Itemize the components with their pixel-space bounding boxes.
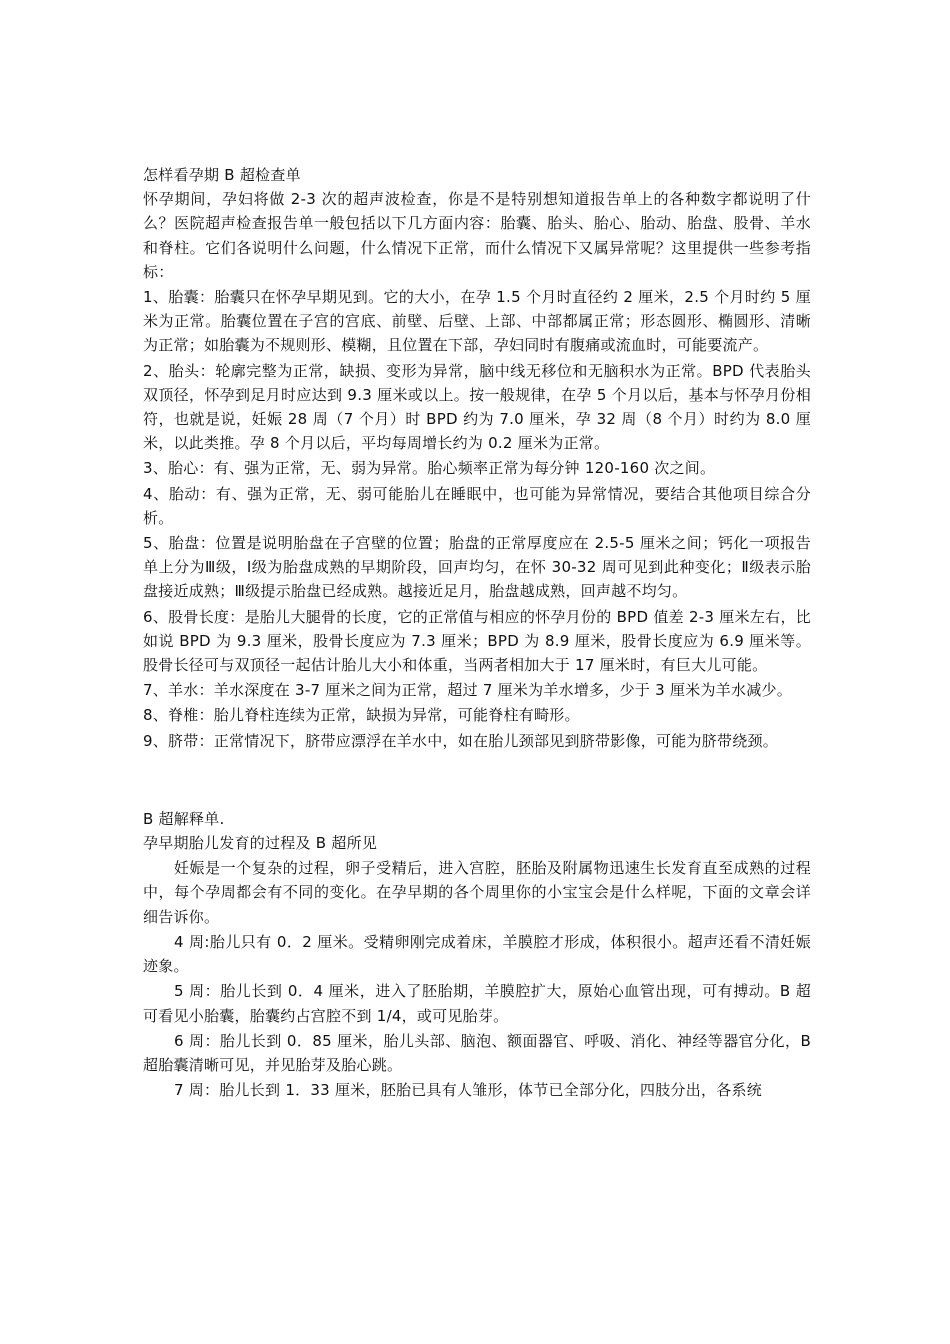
item-amniotic-fluid: 7、羊水：羊水深度在 3-7 厘米之间为正常，超过 7 厘米为羊水增多，少于 3 厘米为羊水减少。: [143, 681, 792, 700]
item-fetal-movement: 4、胎动：有、强为正常，无、弱可能胎儿在睡眠中，也可能为异常情况，要结合其他项目综合分析。: [143, 484, 811, 527]
item-umbilical-cord: 9、脐带：正常情况下，脐带应漂浮在羊水中，如在胎儿颈部见到脐带影像，可能为脐带绕颈。: [143, 731, 779, 750]
item-fetal-head: 2、胎头：轮廓完整为正常，缺损、变形为异常，脑中线无移位和无脑积水为正常。BPD 代表胎头双顶径，怀孕到足月时应达到 9.3 厘米或以上。按一般规律，在孕 5 个月以后，基本与怀孕月份相符，也就是说，妊娠 28 周（7 个月）时 BPD 约为 7.0 厘米，孕 32 周（8 个月）时约为 8.0 厘米，以此类推。孕 8 个月以后，平均每周增长约为 0.2 厘米为正常。: [143, 361, 811, 453]
week-7-paragraph: 7 周：胎儿长到 1．33 厘米，胚胎已具有人雏形，体节已全部分化，四肢分出，各系统: [174, 1081, 762, 1100]
document-title: 怎样看孕期 B 超检查单: [143, 166, 301, 184]
section2-title: B 超解释单.: [143, 809, 225, 828]
document-body: [143, 163, 811, 1103]
week-4-paragraph: 4 周:胎儿只有 0．2 厘米。受精卵刚完成着床，羊膜腔才形成，体积很小。超声还看不清妊娠迹象。: [143, 932, 811, 976]
section2-subtitle: 孕早期胎儿发育的过程及 B 超所见: [143, 834, 378, 853]
week-5-paragraph: 5 周：胎儿长到 0．4 厘米，进入了胚胎期，羊膜腔扩大，原始心血管出现，可有搏动。B 超可看见小胎囊，胎囊约占宫腔不到 1/4，或可见胎芽。: [143, 982, 811, 1025]
section2-intro-paragraph: 妊娠是一个复杂的过程，卵子受精后，进入宫腔，胚胎及附属物迅速生长发育直至成熟的过程中，每个孕周都会有不同的变化。在孕早期的各个周里你的小宝宝会是什么样呢，下面的文章会详细告诉你。: [143, 859, 811, 926]
week-6-paragraph: 6 周：胎儿长到 0．85 厘米，胎儿头部、脑泡、额面器官、呼吸、消化、神经等器官分化，B 超胎囊清晰可见，并见胎芽及胎心跳。: [143, 1031, 811, 1074]
item-placenta: 5、胎盘：位置是说明胎盘在子宫壁的位置；胎盘的正常厚度应在 2.5-5 厘米之间；钙化一项报告单上分为Ⅲ级，Ⅰ级为胎盘成熟的早期阶段，回声均匀，在怀 30-32 周可见到此种变化；Ⅱ级表示胎盘接近成熟；Ⅲ级提示胎盘已经成熟。越接近足月，胎盘越成熟，回声越不均匀。: [143, 534, 811, 601]
item-gestational-sac: 1、胎囊：胎囊只在怀孕早期见到。它的大小，在孕 1.5 个月时直径约 2 厘米，2.5 个月时约 5 厘米为正常。胎囊位置在子宫的宫底、前壁、后壁、上部、中部都属正常；形态圆形、椭圆形、清晰为正常；如胎囊为不规则形、模糊，且位置在下部，孕妇同时有腹痛或流血时，可能要流产。: [143, 288, 811, 355]
item-fetal-heart: 3、胎心：有、强为正常，无、弱为异常。胎心频率正常为每分钟 120-160 次之间。: [143, 459, 716, 478]
section-spacer: [143, 754, 811, 807]
item-femur-length: 6、股骨长度：是胎儿大腿骨的长度，它的正常值与相应的怀孕月份的 BPD 值差 2-3 厘米左右，比如说 BPD 为 9.3 厘米，股骨长度应为 7.3 厘米；BPD 为 8.9 厘米，股骨长度应为 6.9 厘米等。股骨长径可与双顶径一起估计胎儿大小和体重，当两者相加大于 17 厘米时，有巨大儿可能。: [143, 607, 811, 675]
intro-paragraph: 怀孕期间，孕妇将做 2-3 次的超声波检查，你是不是特别想知道报告单上的各种数字都说明了什么？医院超声检查报告单一般包括以下几方面内容：胎囊、胎头、胎心、胎动、胎盘、股骨、羊水和脊柱。它们各说明什么问题，什么情况下正常，而什么情况下又属异常呢？这里提供一些参考指标：: [143, 190, 811, 281]
item-spine: 8、脊椎：胎儿脊柱连续为正常，缺损为异常，可能脊柱有畸形。: [143, 706, 580, 725]
